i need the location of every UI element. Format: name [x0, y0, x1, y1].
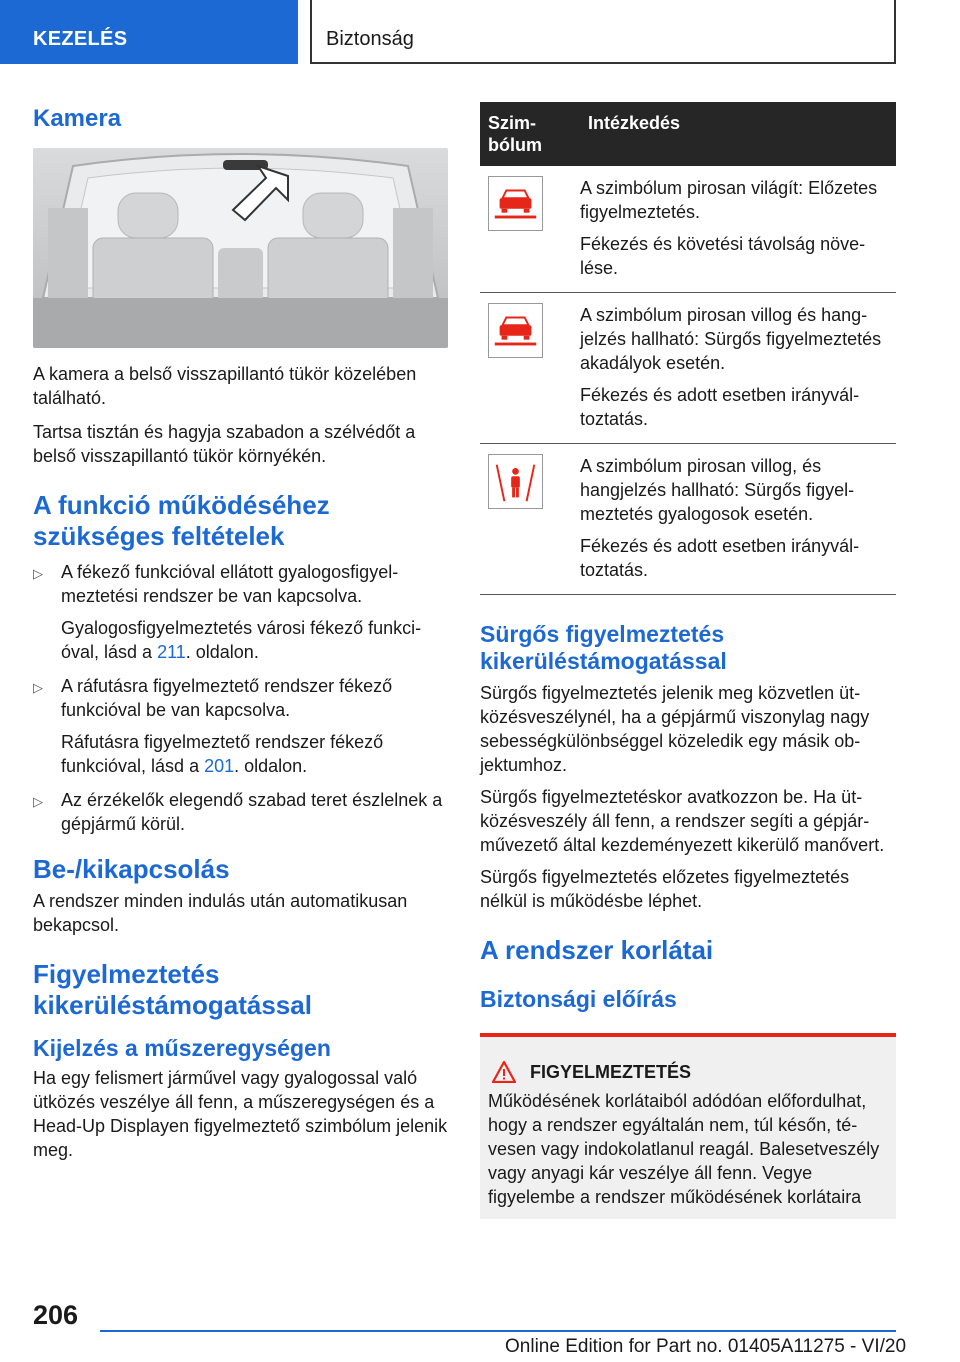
camera-heading: Kamera: [33, 105, 122, 132]
limits-heading: A rendszer korlátai: [480, 935, 714, 965]
warning-label: FIGYELMEZTETÉS: [530, 1061, 692, 1082]
urgent-warning-heading: Sürgős figyelmeztetés kikerüléstámogatással: [480, 621, 727, 674]
display-heading: Kijelzés a műszeregységen: [33, 1035, 331, 1061]
column-header-action: Intézkedés: [580, 102, 896, 166]
urgent-text-2: Sürgős figyelmeztetéskor avatkozzon be. Ha ütközésveszély áll fenn, a rendszer segíti a gépjárművezető által kezdeményezett kikerülő manővert.: [480, 787, 885, 855]
car-warning-icon: [488, 303, 543, 358]
pedestrian-warning-icon: [488, 454, 543, 509]
interior-rear-window-image: [33, 148, 448, 348]
triangle-bullet-icon: ▷: [33, 794, 43, 809]
onoff-text: A rendszer minden indulás után automatikusan bekapcsol.: [33, 891, 408, 935]
display-text: Ha egy felismert járművel vagy gyalogossal való ütközés veszélye áll fenn, a műszeregységen és a Head-Up Displayen figyelmeztető szimbólum jelenik meg.: [33, 1068, 448, 1160]
table-row: A szimbólum pirosan villog és hangjelzés hallható: Sürgős figyelmeztetés akadályok esetén. Fékezés és adott esetben irányváltoztatás.: [480, 293, 896, 444]
footer-divider: [100, 1330, 896, 1332]
triangle-bullet-icon: ▷: [33, 566, 43, 581]
urgent-text-1: Sürgős figyelmeztetés jelenik meg közvetlen ütközésveszélynél, ha a gépjármű viszonylag nagy sebességkülönbséggel közeledik egy másik objektumhoz.: [480, 683, 870, 775]
camera-photo: [33, 148, 448, 348]
page-number: 206: [33, 1300, 79, 1330]
warning-box: [480, 1033, 896, 1219]
symbol-table: [480, 102, 896, 595]
page-link-201[interactable]: 201: [204, 756, 235, 776]
requirements-list: [33, 560, 448, 836]
warning-triangle-icon: [492, 1061, 516, 1083]
table-row: A szimbólum pirosan villog, és hangjelzés hallható: Sürgős figyelmeztetés gyalogosok esetén. Fékezés és adott esetben irányváltoztatás.: [480, 444, 896, 595]
camera-care-text: Tartsa tisztán és hagyja szabadon a szélvédőt a belső visszapillantó tükör környékén.: [33, 422, 416, 466]
table-row: A szimbólum pirosan világít: Előzetes figyelmeztetés. Fékezés és követési távolság növelése.: [480, 166, 896, 293]
right-column: [480, 102, 896, 1219]
list-item: ▷ A fékező funkcióval ellátott gyalogosfigyelmeztetési rendszer be van kapcsolva. Gyalogosfigyelmeztetés városi fékező funkcióval, lásd a 211. oldalon.: [33, 562, 422, 662]
left-column: [33, 100, 448, 1162]
requirements-heading: A funkció működéséhez szükséges feltételek: [33, 490, 330, 551]
safety-heading: Biztonsági előírás: [480, 986, 677, 1012]
section-title: Biztonság: [310, 0, 896, 64]
list-item: ▷ Az érzékelők elegendő szabad teret észlelnek a gépjármű körül.: [33, 790, 443, 834]
warning-heading: Figyelmeztetés kikerüléstámogatással: [33, 959, 312, 1020]
page-link-211[interactable]: 211: [157, 642, 186, 662]
camera-location-text: A kamera a belső visszapillantó tükör közelében található.: [33, 364, 417, 408]
chapter-tab[interactable]: KEZELÉS: [0, 0, 298, 64]
list-item: ▷ A ráfutásra figyelmeztető rendszer fékező funkcióval be van kapcsolva. Ráfutásra figyelmeztető rendszer fékező funkcióval, lásd a 201. oldalon.: [33, 676, 393, 776]
onoff-heading: Be-/kikapcsolás: [33, 854, 230, 884]
warning-text: Működésének korlátaiból adódóan előfordulhat, hogy a rendszer egyáltalán nem, túl későn, tévesen vagy indokolatlanul reagál. Balesetveszély vagy anyagi kár veszélye áll fenn. Vegye figyelembe a rendszer működésének korlátaira: [488, 1091, 880, 1207]
urgent-text-3: Sürgős figyelmeztetés előzetes figyelmeztetés nélkül is működésbe léphet.: [480, 867, 850, 911]
triangle-bullet-icon: ▷: [33, 680, 43, 695]
edition-text: Online Edition for Part no. 01405A11275 - VI/20: [505, 1336, 907, 1357]
car-warning-icon: [488, 176, 543, 231]
table-header-row: [480, 102, 896, 166]
column-header-symbol: Szimbólum: [480, 102, 580, 166]
